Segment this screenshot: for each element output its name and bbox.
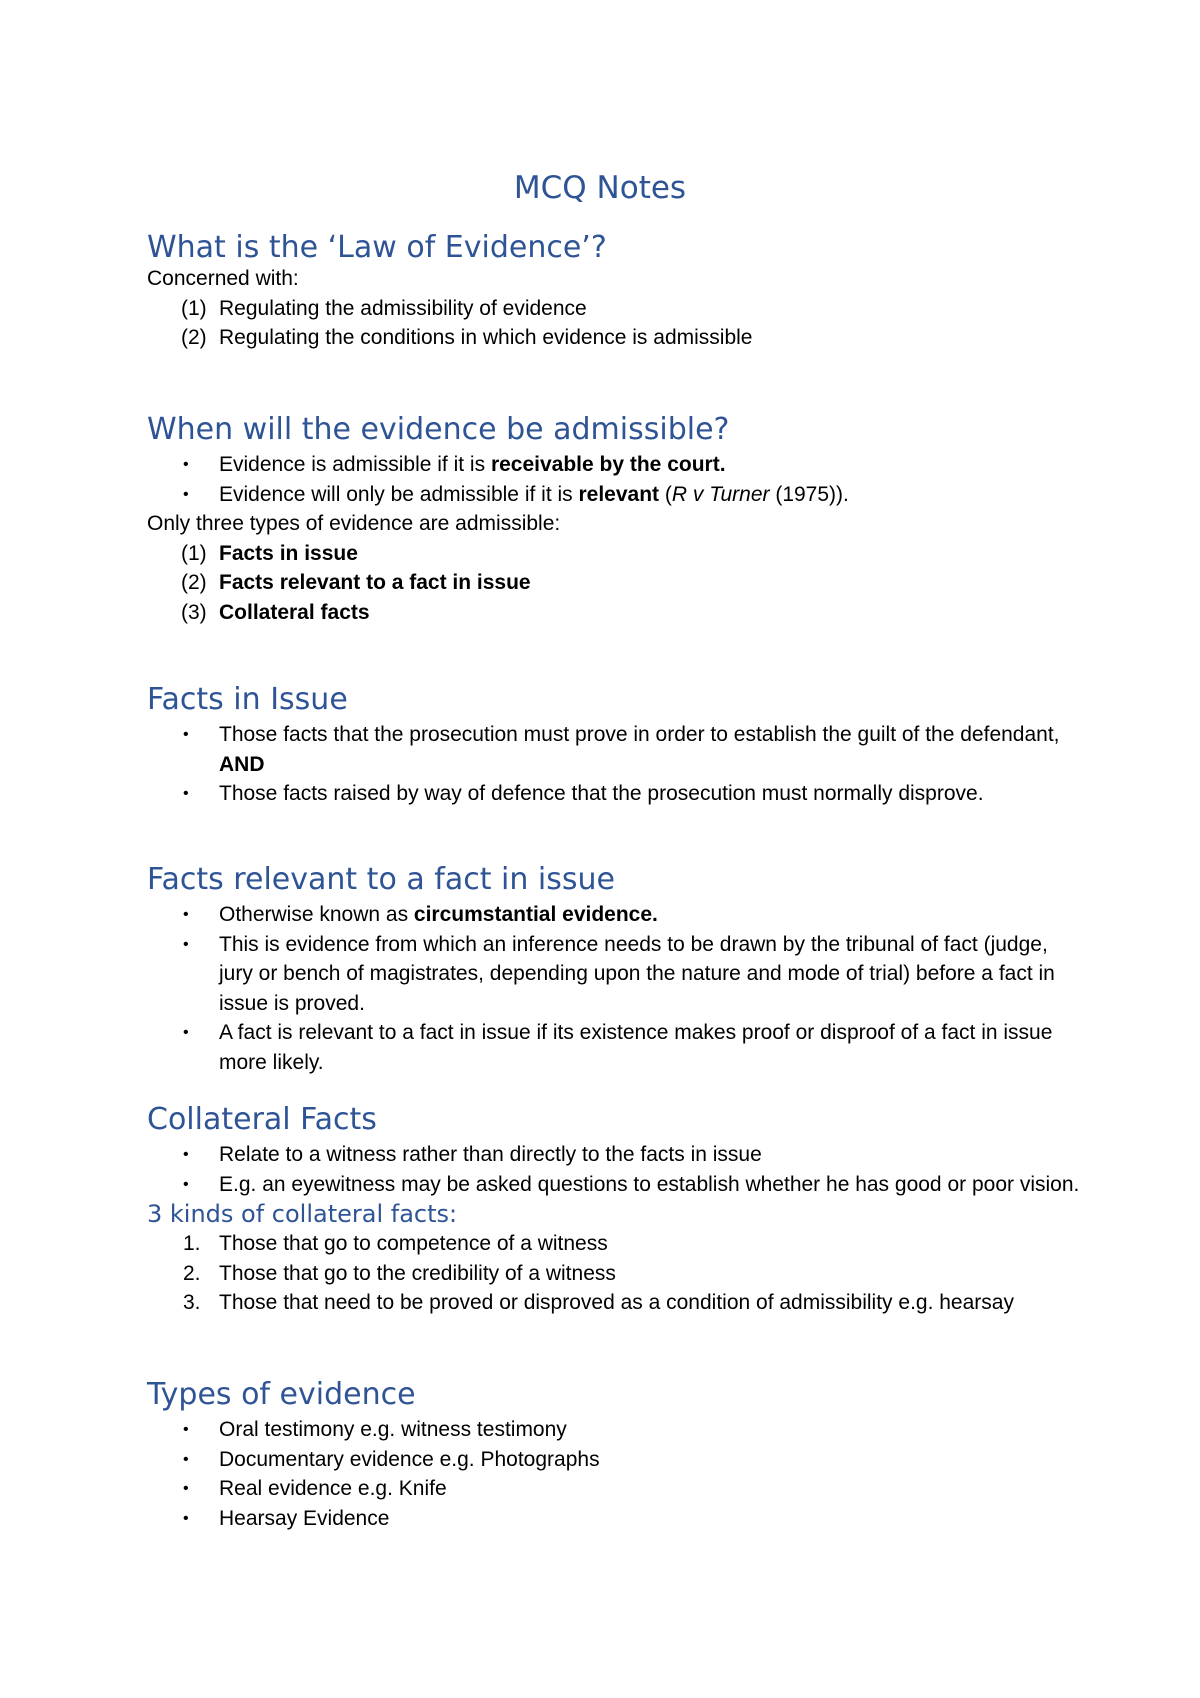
- section-collateral-facts: [147, 1100, 1082, 1318]
- list-item: • Real evidence e.g. Knife: [183, 1477, 447, 1500]
- section-heading: When will the evidence be admissible?: [147, 412, 730, 447]
- bullet-list: [147, 720, 1082, 809]
- section-heading: Facts in Issue: [147, 682, 348, 717]
- list-item: • Hearsay Evidence: [183, 1506, 390, 1530]
- bullet-list: [147, 1140, 1082, 1199]
- list-item: (3) Collateral facts: [181, 600, 370, 624]
- section-facts-relevant: [147, 860, 1082, 1077]
- bullet-list: [147, 900, 1082, 1077]
- list-item: • Relate to a witness rather than directly to the facts in issue: [183, 1143, 762, 1166]
- section-heading: Facts relevant to a fact in issue: [147, 862, 615, 897]
- section-heading: What is the ‘Law of Evidence’?: [147, 230, 607, 265]
- list-item: • E.g. an eyewitness may be asked questions to establish whether he has good or poor vision.: [183, 1172, 1080, 1196]
- list-item: (2) Regulating the conditions in which evidence is admissible: [181, 326, 753, 349]
- list-item: • A fact is relevant to a fact in issue if its existence makes proof or disproof of a fact in issue more likely.: [183, 1021, 1053, 1074]
- list-item: • Those facts that the prosecution must prove in order to establish the guilt of the defendant, AND: [183, 723, 1060, 776]
- list-item: • Those facts raised by way of defence that the prosecution must normally disprove.: [183, 782, 984, 805]
- list-item: • This is evidence from which an inference needs to be drawn by the tribunal of fact (judge, jury or bench of magistrates, depending upon the nature and mode of trial) before a fact in issue is proved.: [183, 932, 1055, 1015]
- list-item: • Documentary evidence e.g. Photographs: [183, 1447, 600, 1471]
- list-item: • Otherwise known as circumstantial evidence.: [183, 903, 658, 926]
- intro-text: Concerned with:: [147, 267, 299, 290]
- section-law-of-evidence: [147, 228, 1082, 353]
- list-item: • Oral testimony e.g. witness testimony: [183, 1418, 567, 1441]
- section-admissibility: [147, 410, 1082, 627]
- intro-text: Only three types of evidence are admissible:: [147, 512, 561, 535]
- bullet-list: [147, 450, 1082, 509]
- numbered-list: [147, 539, 1082, 628]
- list-item: 1. Those that go to competence of a witness: [183, 1232, 608, 1255]
- page-title: MCQ Notes: [513, 170, 687, 206]
- numbered-list: [147, 1229, 1082, 1318]
- list-item: (1) Facts in issue: [181, 541, 358, 565]
- section-heading: Collateral Facts: [147, 1102, 377, 1137]
- bullet-list: [147, 1415, 1082, 1533]
- list-item: 2. Those that go to the credibility of a witness: [183, 1261, 616, 1285]
- subsection-heading: 3 kinds of collateral facts:: [147, 1200, 458, 1228]
- list-item: 3. Those that need to be proved or disproved as a condition of admissibility e.g. hearsay: [183, 1291, 1014, 1314]
- list-item: • Evidence will only be admissible if it is relevant (R v Turner (1975)).: [183, 482, 849, 506]
- list-item: (1) Regulating the admissibility of evidence: [181, 296, 587, 320]
- section-heading: Types of evidence: [147, 1377, 416, 1412]
- case-citation: R v Turner: [671, 482, 770, 506]
- list-item: • Evidence is admissible if it is receivable by the court.: [183, 453, 726, 476]
- list-item: (2) Facts relevant to a fact in issue: [181, 571, 531, 594]
- numbered-list: [147, 294, 1082, 353]
- section-types-of-evidence: [147, 1375, 1082, 1533]
- section-facts-in-issue: [147, 680, 1082, 809]
